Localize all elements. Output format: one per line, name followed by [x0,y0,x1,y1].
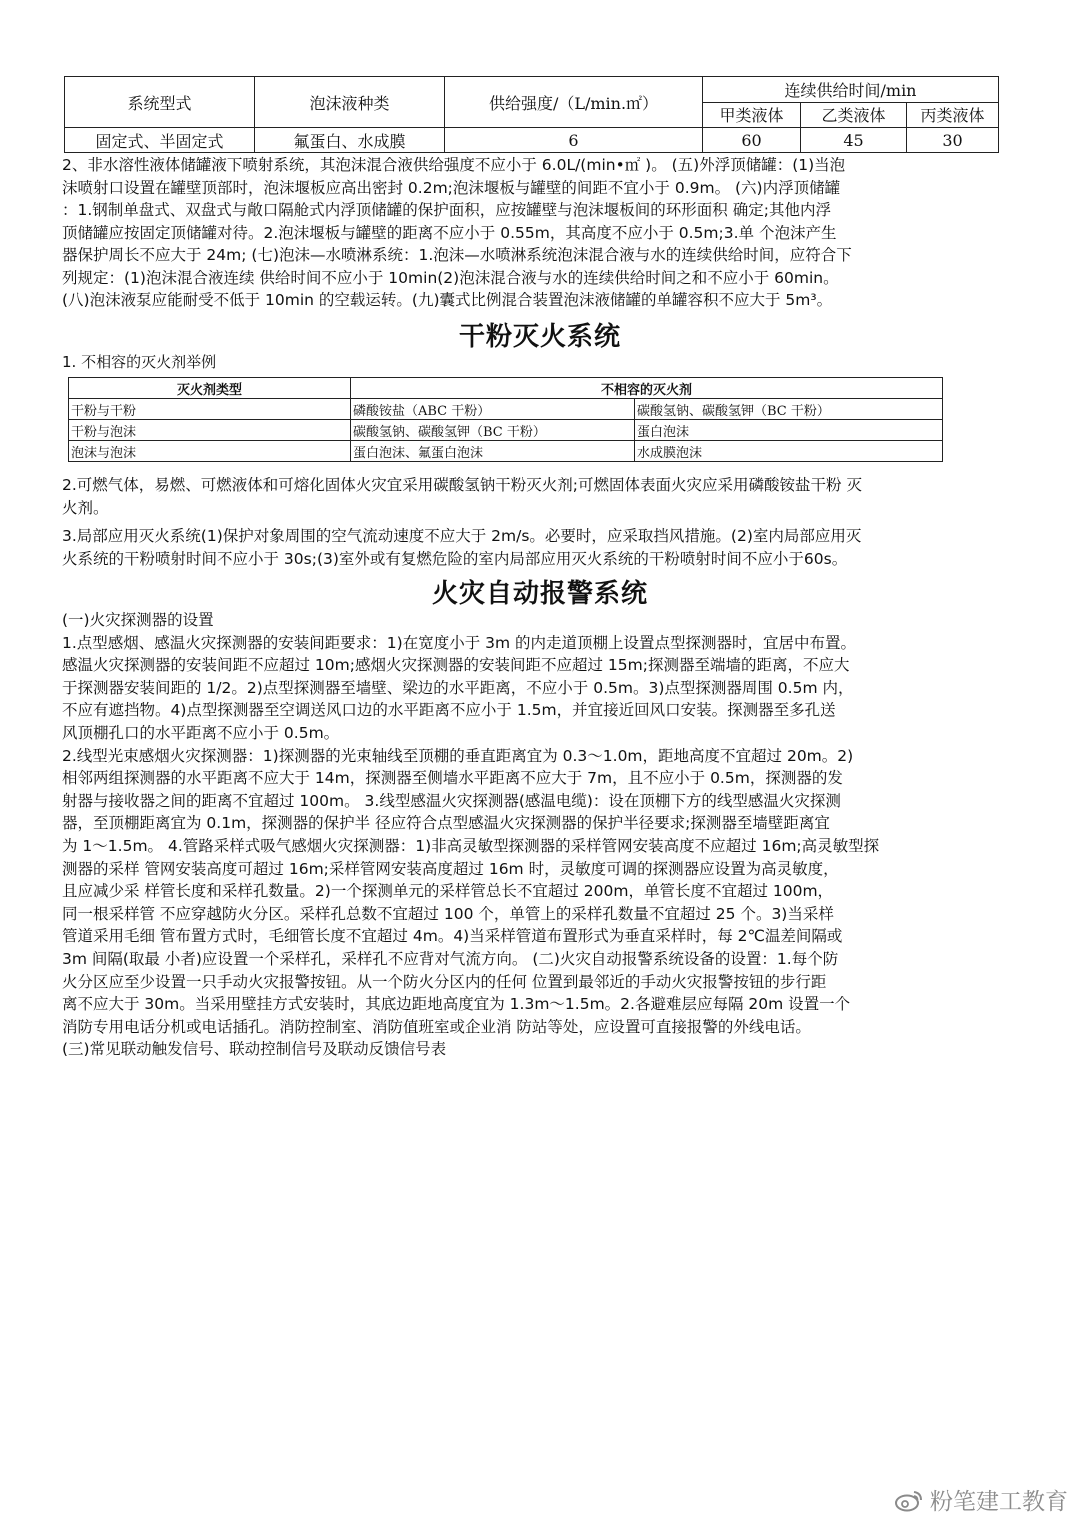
text-line: 3.局部应用灭火系统(1)保护对象周围的空气流动速度不应大于 2m/s。必要时，应采取挡风措施。(2)室内局部应用灭 [62,527,862,545]
table-cell: 6 [445,128,703,153]
text-line: 风顶棚孔口的水平距离不应小于 0.5m。 [62,723,340,742]
watermark-text: 粉笔建工教育 [930,1489,1068,1515]
header-system-type: 系统型式 [65,77,255,128]
text-line: 器保护周长不应大于 24m; (七)泡沫—水喷淋系统：1.泡沫—水喷淋系统泡沫混合液与水的连续供给时间，应符合下 [62,246,852,264]
text-line: 相邻两组探测器的水平距离不应大于 14m，探测器至侧墙水平距离不应大于 7m，且不应小于 0.5m，探测器的发 [62,769,843,788]
table-cell: 干粉与泡沫 [69,420,351,441]
text-line: ：1.钢制单盘式、双盘式与敞口隔舱式内浮顶储罐的保护面积，应按罐壁与泡沫堰板间的环形面积 确定;其他内浮 [62,201,831,219]
text-line: 2.线型光束感烟火灾探测器：1)探测器的光束轴线至顶棚的垂直距离宜为 0.3～1.0m，距地高度不宜超过 20m。2) [62,746,854,765]
subheader-class-c: 丙类液体 [907,102,999,128]
text-line: 于探测器安装间距的 1/2。2)点型探测器至墙壁、梁边的水平距离，不应小于 0.5m。3)点型探测器周围 0.5m 内， [62,678,854,697]
table-cell: 碳酸氢钠、碳酸氢钾（BC 干粉） [351,420,635,441]
text-line: 感温火灾探测器的安装间距不应超过 10m;感烟火灾探测器的安装间距不应超过 15m;探测器至端墙的距离，不应大 [62,656,850,675]
table-row [69,399,943,420]
watermark [894,1483,1068,1516]
table-cell: 60 [703,128,801,153]
incompatible-agents-table [68,377,943,462]
text-line: 消防专用电话分机或电话插孔。消防控制室、消防值班室或企业消 防站等处，应设置可直接报警的外线电话。 [62,1017,811,1036]
table-cell: 固定式、半固定式 [65,128,255,153]
dry-powder-paragraph-2 [62,474,1022,519]
table-cell: 氟蛋白、水成膜 [255,128,445,153]
text-line: 管道采用毛细 管布置方式时，毛细管长度不宜超过 4m。4)当采样管道布置形式为垂直采样时，每 2℃温差间隔或 [62,927,843,946]
text-line: (一)火灾探测器的设置 [62,611,214,629]
table-cell: 蛋白泡沫 [635,420,943,441]
foam-paragraph [62,154,1022,312]
subheader-class-b: 乙类液体 [801,102,907,128]
header-supply-intensity: 供给强度/（L/min.㎡） [445,77,703,128]
text-line: 为 1～1.5m。 4.管路采样式吸气感烟火灾探测器：1)非高灵敏型探测器的采样管网安装高度不应超过 16m;高灵敏型探 [62,836,880,855]
text-line: 沫喷射口设置在罐壁顶部时，泡沫堰板应高出密封 0.2m;泡沫堰板与罐壁的间距不宜小于 0.9m。 (六)内浮顶储罐 [62,178,841,197]
header-incompatible-agents: 不相容的灭火剂 [351,378,943,399]
foam-supply-table [64,76,999,153]
dry-powder-paragraph-3 [62,525,1022,570]
section-title-fire-alarm: 火灾自动报警系统 [431,579,648,609]
text-line: 2、非水溶性液体储罐液下喷射系统，其泡沫混合液供给强度不应小于 6.0L/(min•㎡ )。 (五)外浮顶储罐：(1)当泡 [62,156,846,174]
text-line: 火分区应至少设置一只手动火灾报警按钮。从一个防火分区内的任何 位置到最邻近的手动火灾报警按钮的步行距 [62,972,827,991]
dry-powder-intro: 1. 不相容的灭火剂举例 [62,353,217,371]
table-row [69,420,943,441]
text-line: (三)常见联动触发信号、联动控制信号及联动反馈信号表 [62,1040,447,1059]
table-cell: 水成膜泡沫 [635,441,943,462]
text-line: 测器的采样 管网安装高度可超过 16m;采样管网安装高度超过 16m 时，灵敏度可调的探测器应设置为高灵敏度， [62,859,839,878]
text-line: 3m 间隔(取最 小者)应设置一个采样孔，采样孔不应背对气流方向。 (二)火灾自动报警系统设备的设置：1.每个防 [62,949,839,968]
text-line: 离不应大于 30m。当采用壁挂方式安装时，其底边距地高度宜为 1.3m～1.5m。2.各避难层应每隔 20m 设置一个 [62,995,851,1014]
section-title-dry-powder: 干粉灭火系统 [458,322,621,352]
table-row [69,441,943,462]
subheader-class-a: 甲类液体 [703,102,801,128]
header-foam-type: 泡沫液种类 [255,77,445,128]
text-line: 火剂。 [62,498,109,517]
text-line: (八)泡沫液泵应能耐受不低于 10min 的空载运转。(九)囊式比例混合装置泡沫液储罐的单罐容积不应大于 5m³。 [62,291,833,309]
text-line: 顶储罐应按固定顶储罐对待。2.泡沫堰板与罐壁的距离不应小于 0.55m，其高度不应小于 0.5m;3.单 个泡沫产生 [62,223,837,242]
header-supply-time: 连续供给时间/min [703,77,999,103]
text-line: 且应减少采 样管长度和采样孔数量。2)一个探测单元的采样管总长不宜超过 200m，单管长度不宜超过 100m， [62,882,834,901]
weibo-icon [894,1488,924,1512]
text-line: 火系统的干粉喷射时间不应小于 30s;(3)室外或有复燃危险的室内局部应用灭火系统的干粉喷射时间不应小于60s。 [62,549,848,568]
text-line: 器，至顶棚距离宜为 0.1m，探测器的保护半 径应符合点型感温火灾探测器的保护半径要求;探测器至墙壁距离宜 [62,814,830,833]
table-cell: 干粉与干粉 [69,399,351,420]
table-cell: 45 [801,128,907,153]
text-line: 1.点型感烟、感温火灾探测器的安装间距要求：1)在宽度小于 3m 的内走道顶棚上设置点型探测器时，宜居中布置。 [62,633,857,652]
text-line: 射器与接收器之间的距离不宜超过 100m。 3.线型感温火灾探测器(感温电缆)：设在顶棚下方的线型感温火灾探测 [62,791,841,810]
table-cell: 泡沫与泡沫 [69,441,351,462]
table-cell: 碳酸氢钠、碳酸氢钾（BC 干粉） [635,399,943,420]
text-line: 不应有遮挡物。4)点型探测器至空调送风口边的水平距离不应小于 1.5m，并宜接近回风口安装。探测器至多孔送 [62,701,836,720]
header-agent-type: 灭火剂类型 [69,378,351,399]
text-line: 列规定：(1)泡沫混合液连续 供给时间不应小于 10min(2)泡沫混合液与水的连续供给时间之和不应小于 60min。 [62,268,839,287]
text-line: 2.可燃气体，易燃、可燃液体和可熔化固体火灾宜采用碳酸氢钠干粉灭火剂;可燃固体表面火灾应采用磷酸铵盐干粉 灭 [62,476,862,494]
table-cell: 磷酸铵盐（ABC 干粉） [351,399,635,420]
fire-alarm-paragraphs [62,609,1022,1061]
text-line: 同一根采样管 不应穿越防火分区。采样孔总数不宜超过 100 个，单管上的采样孔数量不宜超过 25 个。3)当采样 [62,904,834,923]
table-cell: 30 [907,128,999,153]
table-cell: 蛋白泡沫、氟蛋白泡沫 [351,441,635,462]
